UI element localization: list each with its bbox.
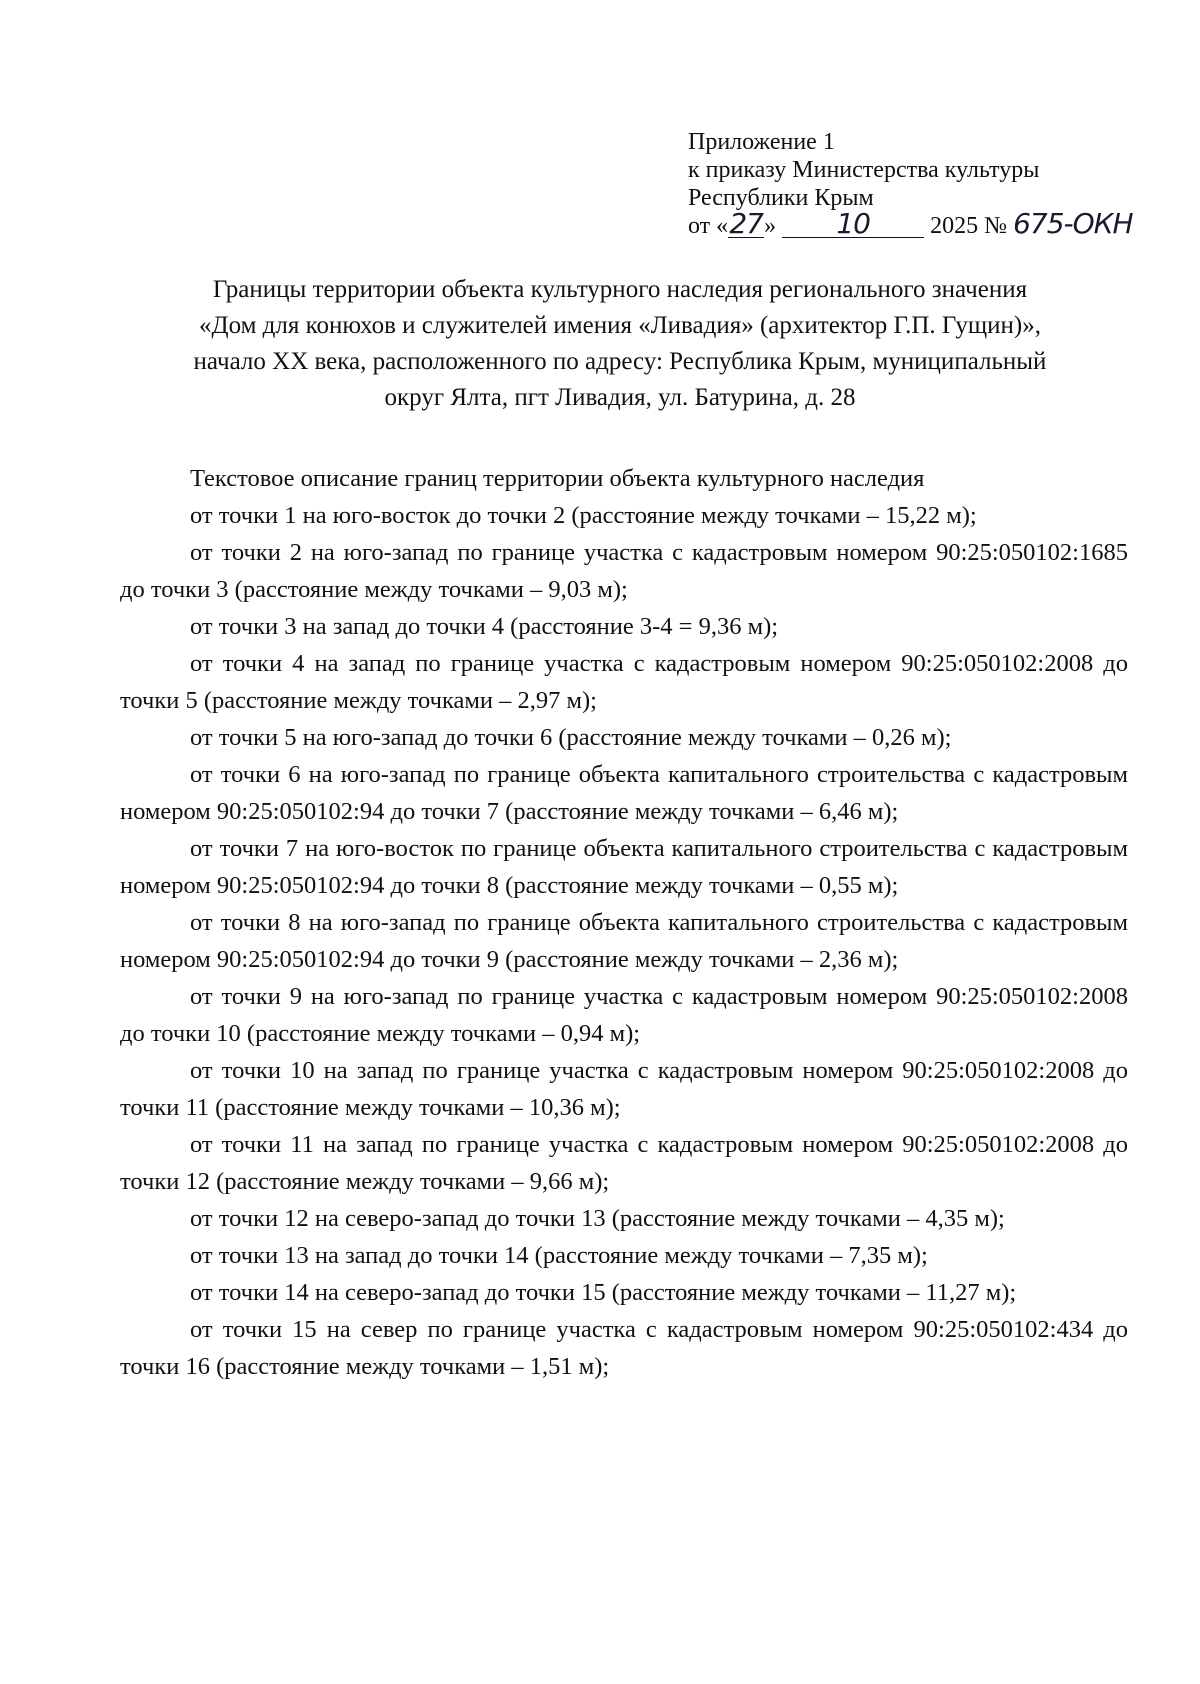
section-subtitle: Текстовое описание границ территории объекта культурного наследия bbox=[190, 465, 925, 492]
date-prefix: от « bbox=[688, 213, 729, 239]
order-year-number-label: 2025 № bbox=[930, 213, 1008, 239]
boundary-segment: от точки 14 на северо-запад до точки 15 (расстояние между точками – 11,27 м); bbox=[190, 1279, 1017, 1306]
appendix-label: Приложение 1 bbox=[688, 129, 835, 155]
title-line-4: округ Ялта, пгт Ливадия, ул. Батурина, д. 28 bbox=[384, 384, 856, 411]
date-month-field bbox=[782, 207, 924, 240]
order-date-line bbox=[688, 207, 1158, 240]
boundary-description bbox=[120, 460, 1128, 1385]
boundary-segment: от точки 8 на юго-запад по границе объекта капитального строительства с кадастровым номером 90:25:050102:94 до точки 9 (расстояние между точками – 2,36 м); bbox=[120, 909, 1128, 973]
boundary-segment: от точки 12 на северо-запад до точки 13 (расстояние между точками – 4,35 м); bbox=[190, 1205, 1005, 1232]
boundary-segment: от точки 1 на юго-восток до точки 2 (расстояние между точками – 15,22 м); bbox=[190, 502, 977, 529]
date-quote-close: » bbox=[764, 213, 777, 239]
boundary-segment: от точки 3 на запад до точки 4 (расстояние 3-4 = 9,36 м); bbox=[190, 613, 779, 640]
boundary-segment: от точки 5 на юго-запад до точки 6 (расстояние между точками – 0,26 м); bbox=[190, 724, 952, 751]
order-reference: к приказу Министерства культуры bbox=[688, 157, 1040, 183]
boundary-segment: от точки 4 на запад по границе участка с кадастровым номером 90:25:050102:2008 до точки 5 (расстояние между точками – 2,97 м); bbox=[120, 650, 1128, 714]
appendix-header bbox=[688, 128, 1158, 240]
boundary-segment: от точки 2 на юго-запад по границе участка с кадастровым номером 90:25:050102:1685 до точки 3 (расстояние между точками – 9,03 м); bbox=[120, 539, 1128, 603]
title-line-3: начало XX века, расположенного по адресу: Республика Крым, муниципальный bbox=[193, 348, 1047, 375]
handwritten-month: 10 bbox=[836, 207, 870, 240]
document-title bbox=[120, 272, 1120, 416]
boundary-segment: от точки 15 на север по границе участка с кадастровым номером 90:25:050102:434 до точки 16 (расстояние между точками – 1,51 м); bbox=[120, 1316, 1128, 1380]
handwritten-order-number: 675-ОКН bbox=[1013, 207, 1133, 240]
boundary-segment: от точки 10 на запад по границе участка с кадастровым номером 90:25:050102:2008 до точки 11 (расстояние между точками – 10,36 м); bbox=[120, 1057, 1128, 1121]
handwritten-day: 27 bbox=[729, 207, 763, 240]
boundary-segment: от точки 9 на юго-запад по границе участка с кадастровым номером 90:25:050102:2008 до точки 10 (расстояние между точками – 0,94 м); bbox=[120, 983, 1128, 1047]
title-line-2: «Дом для конюхов и служителей имения «Ливадия» (архитектор Г.П. Гущин)», bbox=[199, 312, 1041, 339]
boundary-segment: от точки 11 на запад по границе участка с кадастровым номером 90:25:050102:2008 до точки 12 (расстояние между точками – 9,66 м); bbox=[120, 1131, 1128, 1195]
order-number-field bbox=[1013, 207, 1133, 240]
boundary-segment: от точки 7 на юго-восток по границе объекта капитального строительства с кадастровым номером 90:25:050102:94 до точки 8 (расстояние между точками – 0,55 м); bbox=[120, 835, 1128, 899]
date-day-field bbox=[728, 207, 764, 240]
boundary-segment: от точки 6 на юго-запад по границе объекта капитального строительства с кадастровым номером 90:25:050102:94 до точки 7 (расстояние между точками – 6,46 м); bbox=[120, 761, 1128, 825]
boundary-segment: от точки 13 на запад до точки 14 (расстояние между точками – 7,35 м); bbox=[190, 1242, 928, 1269]
ministry-region: Республики Крым bbox=[688, 185, 874, 211]
title-line-1: Границы территории объекта культурного наследия регионального значения bbox=[212, 276, 1028, 303]
